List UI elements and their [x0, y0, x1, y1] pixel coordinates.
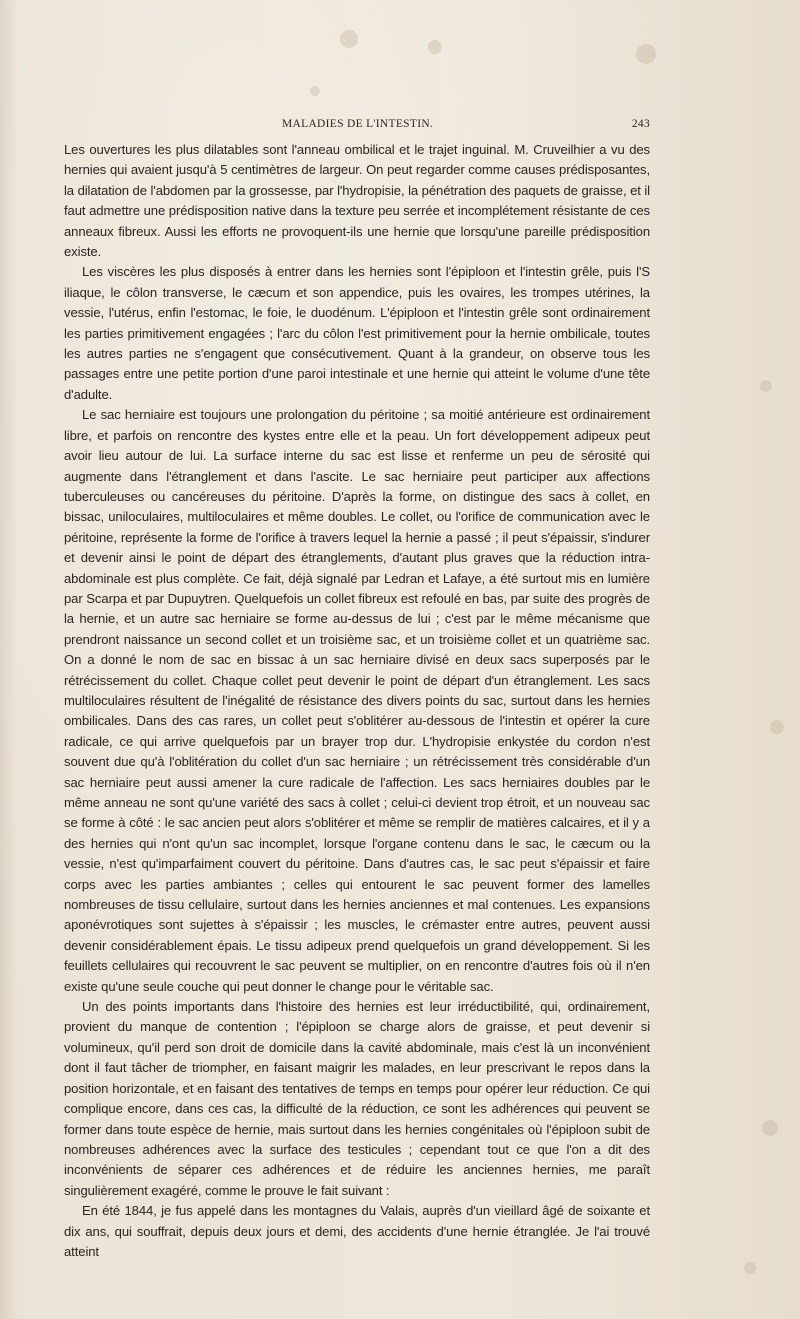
foxing-spot	[760, 380, 772, 392]
paragraph-cas-1844: En été 1844, je fus appelé dans les montagnes du Valais, auprès d'un vieillard âgé de soixante et dix ans, qui souffrait, depuis deux jours et demi, des accidents d'une hernie étranglée. Je l'ai trouvé atteint	[64, 1203, 650, 1259]
paragraph-visceres: Les viscères les plus disposés à entrer dans les hernies sont l'épiploon et l'intestin grêle, puis l'S iliaque, le côlon transverse, le cæcum et son appendice, puis les ovaires, les trompes utérines, la vessie, l'utérus, enfin l'estomac, le foie, le duodénum. L'épiploon et l'intestin grêle sont ordinairement les parties primitivement engagées ; l'arc du côlon l'est primitivement pour la hernie ombilicale, toutes les autres parties ne s'engagent que consécutivement. Quant à la grandeur, on observe tous les passages entre une petite portion d'une paroi intestinale et une hernie qui atteint le volume d'une tête d'adulte.	[64, 264, 650, 402]
running-header	[64, 118, 650, 134]
page-number: 243	[631, 118, 650, 130]
foxing-spot	[428, 40, 442, 54]
paragraph-ouvertures: Les ouvertures les plus dilatables sont l'anneau ombilical et le trajet inguinal. M. Cruveilhier a vu des hernies qui avaient jusqu'à 5 centimètres de largeur. On peut regarder comme causes prédisposantes, la dilatation de l'abdomen par la grossesse, par l'hydropisie, la pénétration des paquets de graisse, et il faut admettre une prédisposition native dans la texture peu serrée et incomplétement résistante de ces anneaux fibreux. Aussi les efforts ne provoquent-ils une hernie que lorsqu'une pareille prédisposition existe.	[64, 142, 650, 260]
foxing-spot	[744, 1262, 756, 1274]
body-text	[64, 140, 650, 1262]
foxing-spot	[310, 86, 320, 96]
paragraph-irreductibilite: Un des points importants dans l'histoire des hernies est leur irréductibilité, qui, ordinairement, provient du manque de contention ; l'épiploon se charge alors de graisse, et peut devenir si volumineux, qu'il perd son droit de domicile dans la cavité abdominale, mais c'est là un inconvénient dont il faut tâcher de triompher, en faisant maigrir les malades, en leur prescrivant le repos dans la position horizontale, et en faisant des tentatives de temps en temps pour opérer leur réduction. Ce qui complique encore, dans ces cas, la difficulté de la réduction, ce sont les adhérences qui peuvent se former dans toute espèce de hernie, mais surtout dans les hernies congénitales où l'épiploon subit de nombreuses adhérences avec la surface des testicules ; cependant tout ce que l'on a dit des inconvénients de séparer ces adhérences et de réduire les anciennes hernies, me paraît singulièrement exagéré, comme le prouve le fait suivant :	[64, 999, 650, 1198]
running-title: MALADIES DE L'INTESTIN.	[282, 118, 434, 130]
foxing-spot	[762, 1120, 778, 1136]
paragraph-sac-herniaire: Le sac herniaire est toujours une prolongation du péritoine ; sa moitié antérieure est ordinairement libre, et parfois on rencontre des kystes entre elle et la peau. Un fort développement adipeux peut avoir lieu autour de lui. La surface interne du sac est lisse et renferme un peu de sérosité qui augmente dans l'étranglement et dans l'ascite. Le sac herniaire peut participer aux affections tuberculeuses ou cancéreuses du péritoine. D'après la forme, on distingue des sacs à collet, en bissac, uniloculaires, multiloculaires et même doubles. Le collet, ou l'orifice de communication avec le péritoine, représente la forme de l'orifice à travers lequel la hernie a passé ; il peut s'épaissir, s'indurer et devenir ainsi le point de départ des étranglements, d'autant plus graves que la réduction intra-abdominale est plus complète. Ce fait, déjà signalé par Ledran et Lafaye, a été surtout mis en lumière par Scarpa et par Dupuytren. Quelquefois un collet fibreux est refoulé en bas, par suite des progrès de la hernie, et un autre sac herniaire se forme au-dessus de lui ; c'est par le même mécanisme que prendront naissance un second collet et un troisième sac, et un troisième collet et un quatrième sac. On a donné le nom de sac en bissac à un sac herniaire divisé en deux sacs superposés par le rétrécissement du collet. Chaque collet peut devenir le point de départ d'un étranglement. Les sacs multiloculaires résultent de l'inégalité de résistance des divers points du sac, surtout dans les hernies ombilicales. Dans des cas rares, un collet peut s'oblitérer au-dessous de l'intestin et opérer la cure radicale, ce qui arrive quelquefois par un brayer trop dur. L'hydropisie enkystée du cordon n'est souvent due qu'à l'oblitération du collet d'un sac herniaire ; un rétrécissement très considérable d'un sac herniaire peut aussi amener la cure radicale de l'affection. Les sacs herniaires doubles par le même anneau ne sont qu'une variété des sacs à collet ; celui-ci devient trop étroit, et un nouveau sac se forme à côté : le sac ancien peut alors s'oblitérer et même se remplir de matières calcaires, et il y a des hernies qui n'ont qu'un sac incomplet, lorsque l'organe contenu dans le sac, le cæcum ou la vessie, n'est qu'imparfaiment couvert du péritoine. Dans d'autres cas, le sac peut s'épaissir et faire corps avec les parties ambiantes ; celles qui entourent le sac peuvent former des lamelles nombreuses de tissu cellulaire, surtout dans les hernies anciennes et mal contenues. Les expansions aponévrotiques sont sujettes à s'épaissir ; les muscles, le crémaster entre autres, peuvent aussi devenir considérablement épais. Le tissu adipeux prend quelquefois un grand développement. Si les feuillets cellulaires qui recouvrent le sac peuvent se multiplier, on en rencontre d'autres fois où il n'en existe qu'une seule couche qui peut donner le change pour le véritable sac.	[64, 407, 650, 994]
foxing-spot	[636, 44, 656, 64]
foxing-spot	[340, 30, 358, 48]
foxing-spot	[770, 720, 784, 734]
